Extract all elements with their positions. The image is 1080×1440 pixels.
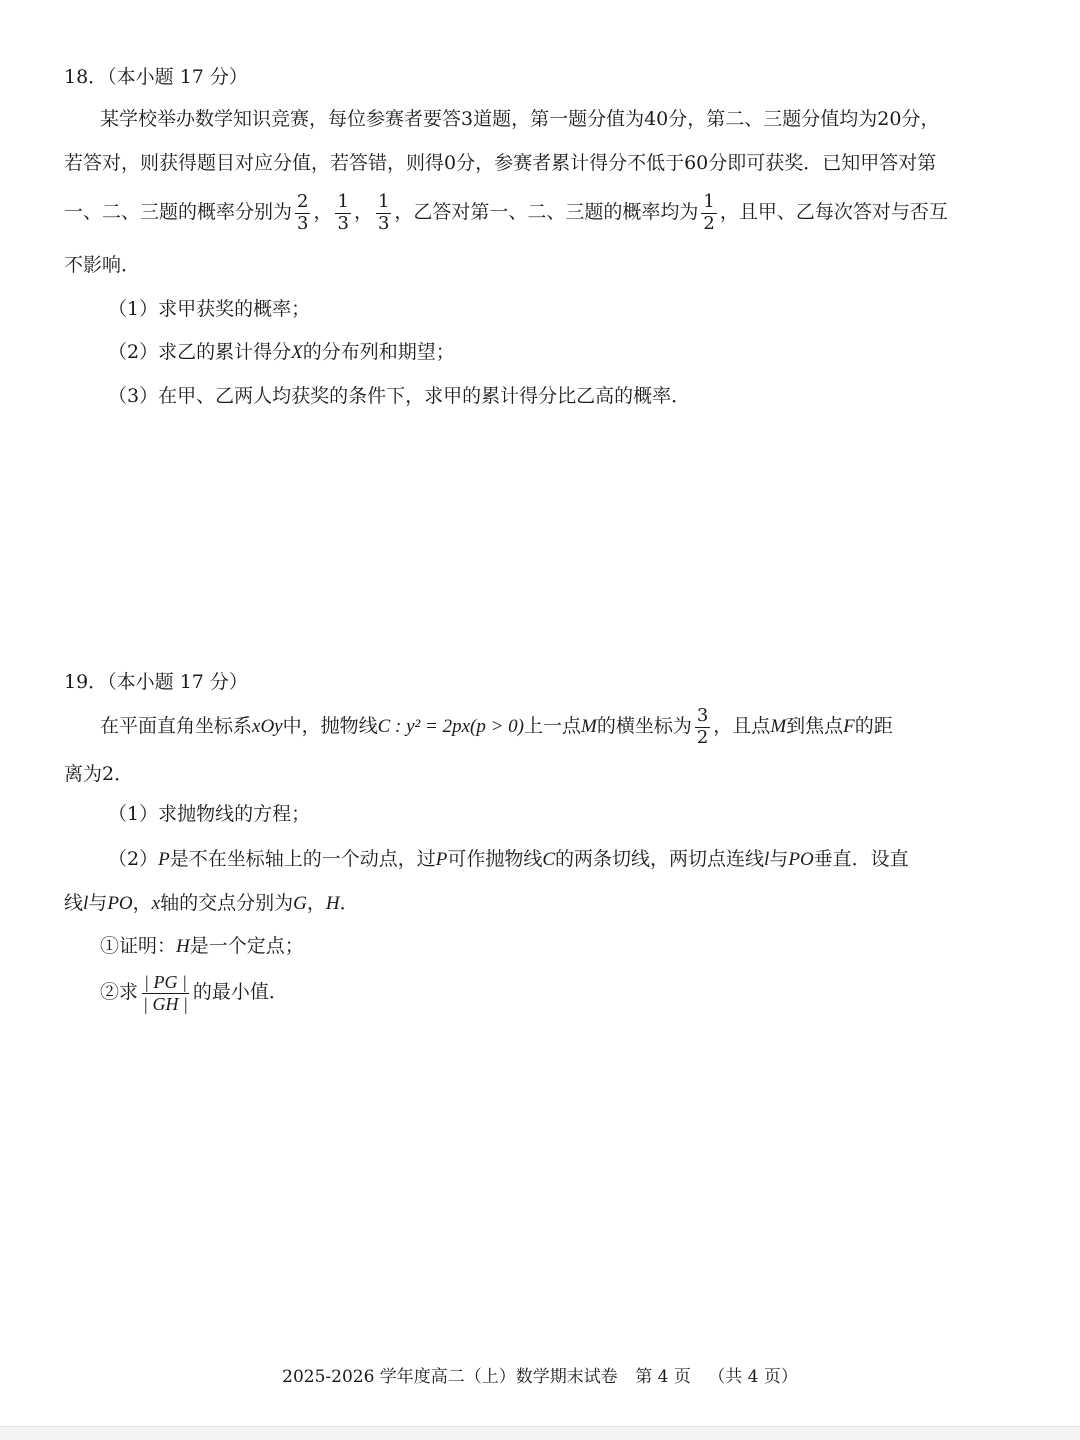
- q18-text: ，乙答对第一、二、三题的概率均为: [394, 201, 699, 224]
- q18-para-line3: 一、二、三题的概率分别为 $\frac{2}{3}$ ， $\frac{1}{3}$ ， $\frac{1}{3}$ ，乙答对第一、二、三题的概率均为 $\frac{1}{2}$ ，且甲、乙每次答对与否互: [64, 191, 948, 234]
- fraction-1-2: $\frac{1}{2}$: [703, 191, 715, 234]
- parabola-equation: C : y² = 2px(p > 0): [377, 716, 524, 738]
- q18-text: 一、二、三题的概率分别为: [64, 201, 293, 224]
- footer-title: 2025-2026 学年度高二（上）数学期末试卷: [282, 1367, 618, 1387]
- q19-sub2-line2: 线l与PO，x轴的交点分别为G，H．: [64, 892, 359, 914]
- page-footer: [0, 1362, 1080, 1387]
- fraction-2-3: $\frac{2}{3}$: [297, 191, 309, 234]
- q18-sub3: （3）在甲、乙两人均获奖的条件下，求甲的累计得分比乙高的概率．: [108, 385, 691, 407]
- q18-para-line4: 不影响．: [64, 254, 141, 276]
- fraction-pg-gh: $\frac{| PG |}{| GH |}$: [143, 972, 188, 1014]
- q19-part-1: ①证明：H是一个定点；: [100, 935, 304, 957]
- q19-para-line2: 离为2．: [64, 763, 134, 785]
- fraction-3-2: $\frac{3}{2}$: [696, 705, 709, 748]
- var-x: X: [291, 342, 303, 363]
- q18-text: ，且甲、乙每次答对与否互: [719, 201, 948, 224]
- q18-para-line1: 某学校举办数学知识竞赛，每位参赛者要答3道题，第一题分值为40分，第二、三题分值均为20分，: [100, 108, 940, 130]
- q19-sub1: （1）求抛物线的方程；: [108, 803, 311, 825]
- q19-para-line1: 在平面直角坐标系xOy中，抛物线C : y² = 2px(p > 0)上一点M的横坐标为 $\frac{3}{2}$ ，且点M到焦点F的距: [100, 705, 893, 748]
- q18-para-line2: 若答对，则获得题目对应分值，若答错，则得0分，参赛者累计得分不低于60分即可获奖．已知甲答对第: [64, 152, 937, 174]
- q18-sub1: （1）求甲获奖的概率；: [108, 298, 311, 320]
- fraction-1-3-b: $\frac{1}{3}$: [377, 191, 390, 234]
- q19-sub2-line1: （2）P是不在坐标轴上的一个动点，过P可作抛物线C的两条切线，两切点连线l与PO垂直．设直: [108, 848, 909, 870]
- footer-page-number: 第 4 页: [635, 1367, 691, 1387]
- q19-part-2: ②求 $\frac{| PG |}{| GH |}$ 的最小值．: [100, 972, 288, 1014]
- footer-total-pages: （共 4 页）: [708, 1367, 798, 1387]
- fraction-1-3: $\frac{1}{3}$: [337, 191, 349, 234]
- q19-header: 19．（本小题 17 分）: [64, 671, 248, 693]
- page-bottom-edge: [0, 1426, 1080, 1440]
- q18-sub2: （2）求乙的累计得分X的分布列和期望；: [108, 341, 455, 363]
- q18-header: 18．（本小题 17 分）: [64, 66, 248, 88]
